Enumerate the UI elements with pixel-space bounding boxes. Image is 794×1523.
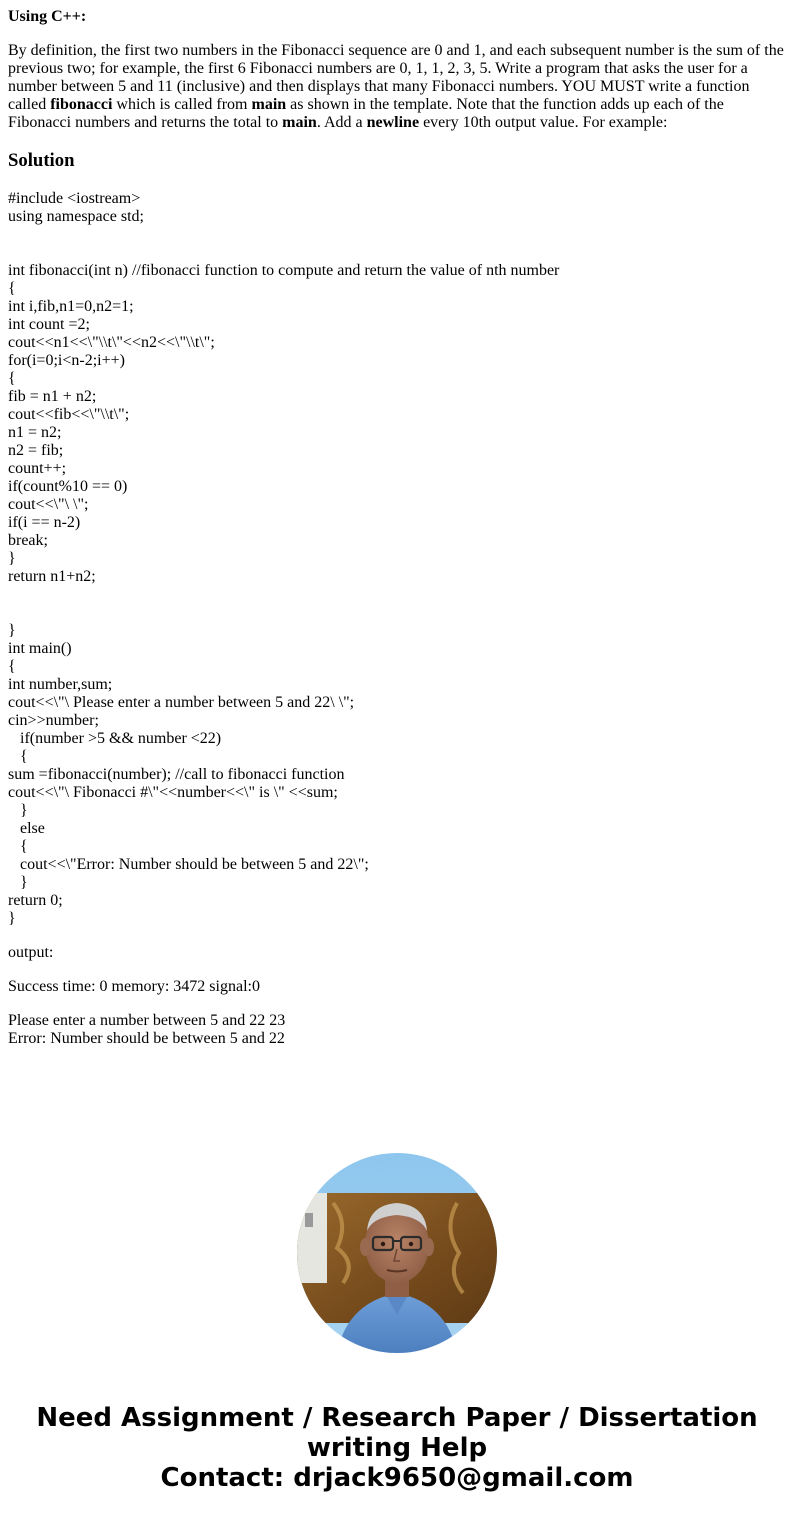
code-line: {: [8, 838, 28, 855]
code-line: cin>>number;: [8, 712, 99, 729]
question-text: which is called from: [112, 96, 252, 113]
output-label: output:: [8, 944, 54, 961]
code-line: [8, 604, 786, 622]
code-line: {: [8, 280, 16, 297]
code-line: count++;: [8, 460, 67, 477]
code-line: if(i == n-2): [8, 514, 81, 531]
code-line: return n1+n2;: [8, 568, 96, 585]
question-heading: Using C++:: [8, 8, 87, 25]
code-line: n2 = fib;: [8, 442, 64, 459]
banner-line-1: Need Assignment / Research Paper / Dissertation: [36, 1403, 758, 1433]
question-keyword: main: [251, 96, 287, 113]
code-line: [8, 226, 786, 244]
code-line: [8, 586, 786, 604]
code-line: {: [8, 370, 16, 387]
code-line: return 0;: [8, 892, 63, 909]
code-line: if(count%10 == 0): [8, 478, 128, 495]
code-line: }: [8, 910, 16, 927]
code-line: int number,sum;: [8, 676, 113, 693]
question-text: By definition, the first two numbers in the Fibonacci sequence are 0 and 1, and each subsequent number is the sum of the previous two; for example, the first 6 Fibonacci numbers are 0, 1, 1, 2, 3, 5. Write a program that asks the user for a number between 5 and 11 (inclusive) and then displays that many Fibonacci numbers. YOU MUST write a function called: [8, 42, 784, 113]
code-line: {: [8, 658, 16, 675]
code-line: #include <iostream>: [8, 190, 141, 207]
code-line: break;: [8, 532, 48, 549]
code-line: cout<<\"\ Please enter a number between 5 and 22\ \";: [8, 694, 355, 711]
code-line: cout<<n1<<\"\\t\"<<n2<<\"\\t\";: [8, 334, 215, 351]
question-text: . Add a: [316, 114, 367, 131]
code-line: int count =2;: [8, 316, 90, 333]
code-line: else: [8, 820, 45, 837]
code-line: int i,fib,n1=0,n2=1;: [8, 298, 134, 315]
run-status: Success time: 0 memory: 3472 signal:0: [8, 978, 260, 995]
code-line: }: [8, 622, 16, 639]
code-line: [8, 244, 786, 262]
code-line: {: [8, 748, 28, 765]
code-line: for(i=0;i<n-2;i++): [8, 352, 125, 369]
banner-line-3: Contact: drjack9650@gmail.com: [160, 1463, 634, 1493]
author-photo: [297, 1153, 497, 1353]
author-photo-image: [297, 1153, 497, 1353]
console-line: Please enter a number between 5 and 22 23: [8, 1012, 286, 1029]
code-line: int main(): [8, 640, 72, 657]
code-line: fib = n1 + n2;: [8, 388, 97, 405]
question-keyword: newline: [366, 114, 420, 131]
contact-banner: [0, 1403, 794, 1493]
console-line: Error: Number should be between 5 and 22: [8, 1030, 285, 1047]
solution-title: Solution: [8, 150, 75, 171]
code-line: using namespace std;: [8, 208, 144, 225]
banner-line-2: writing Help: [306, 1433, 488, 1463]
question-text: every 10th output value. For example:: [419, 114, 668, 131]
code-line: if(number >5 && number <22): [8, 730, 222, 747]
code-line: }: [8, 802, 28, 819]
code-line: n1 = n2;: [8, 424, 62, 441]
question-text: as shown in the template. Note that the function adds up each of the Fibonacci numbers and returns the total to: [8, 96, 724, 131]
code-line: }: [8, 874, 28, 891]
code-line: sum =fibonacci(number); //call to fibonacci function: [8, 766, 345, 783]
page-content: [8, 8, 786, 1048]
code-line: cout<<\"\ Fibonacci #\"<<number<<\" is \" <<sum;: [8, 784, 338, 801]
code-line: cout<<\"Error: Number should be between 5 and 22\";: [8, 856, 369, 873]
question-body: [8, 42, 786, 132]
code-line: int fibonacci(int n) //fibonacci function to compute and return the value of nth number: [8, 262, 560, 279]
code-line: cout<<\"\ \";: [8, 496, 89, 513]
code-line: cout<<fib<<\"\\t\";: [8, 406, 130, 423]
code-line: }: [8, 550, 16, 567]
question-keyword: main: [282, 114, 317, 131]
console-output: [8, 1012, 786, 1048]
code-block: [8, 190, 786, 928]
question-keyword: fibonacci: [50, 96, 113, 113]
